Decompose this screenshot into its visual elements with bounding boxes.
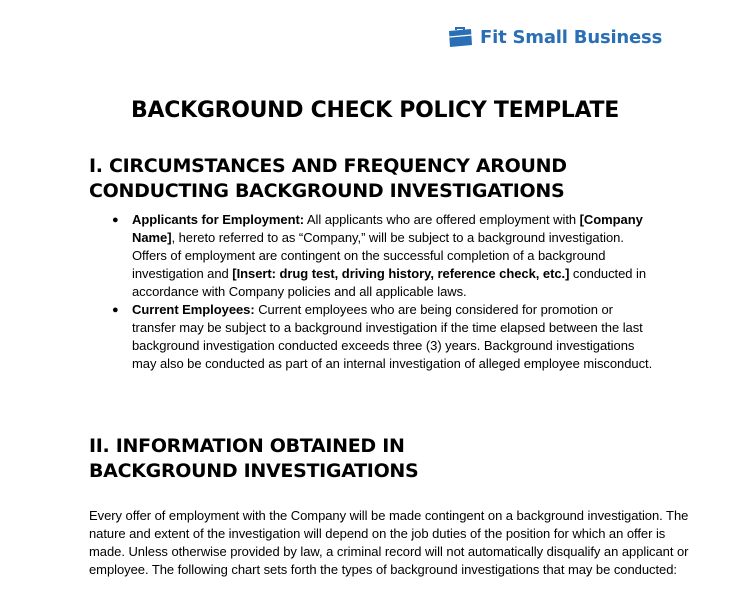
bullet-dot-icon: ● xyxy=(112,214,119,226)
bullet-text: All applicants who are offered employment with xyxy=(304,212,580,227)
section-2-heading: II. INFORMATION OBTAINED IN BACKGROUND INVESTIGATIONS xyxy=(89,435,419,482)
section-1-heading: I. CIRCUMSTANCES AND FREQUENCY AROUND CONDUCTING BACKGROUND INVESTIGATIONS xyxy=(89,155,567,202)
brand-name: Fit Small Business xyxy=(480,26,663,48)
bullet-label: Applicants for Employment: xyxy=(132,212,305,227)
bullet-placeholder: [Insert: drug test, driving history, reference check, etc.] xyxy=(232,266,570,281)
document-title: BACKGROUND CHECK POLICY TEMPLATE xyxy=(131,98,619,123)
bullet-item-current-employees xyxy=(112,301,660,373)
bullet-label: Current Employees: xyxy=(132,302,255,317)
section-1-bullet-list xyxy=(112,211,660,373)
briefcase-icon xyxy=(447,26,473,48)
bullet-text: Current employees who are being considered for promotion or transfer may be subject to a background investigation if the time elapsed between the last background investigation conducted exceeds three (3) years. Background investigations may also be conducted as part of an internal investigation of alleged employee misconduct. xyxy=(132,302,653,371)
bullet-text: , hereto referred to as “Company,” will be subject to a background investigation. Offers of employment are contingent on the successful completion of a background investigation and xyxy=(132,230,624,281)
bullet-text: conducted in accordance with Company policies and all applicable laws. xyxy=(132,266,647,299)
brand-logo[interactable] xyxy=(447,26,662,48)
bullet-placeholder: [Company Name] xyxy=(132,212,643,245)
section-2-paragraph: Every offer of employment with the Company will be made contingent on a background investigation. The nature and extent of the investigation will depend on the job duties of the position for which an offer is made. Unless otherwise provided by law, a criminal record will not automatically disqualify an applicant or employee. The following chart sets forth the types of background investigations that may be conducted: xyxy=(89,508,689,577)
bullet-dot-icon: ● xyxy=(112,304,119,316)
bullet-item-applicants xyxy=(112,211,660,301)
